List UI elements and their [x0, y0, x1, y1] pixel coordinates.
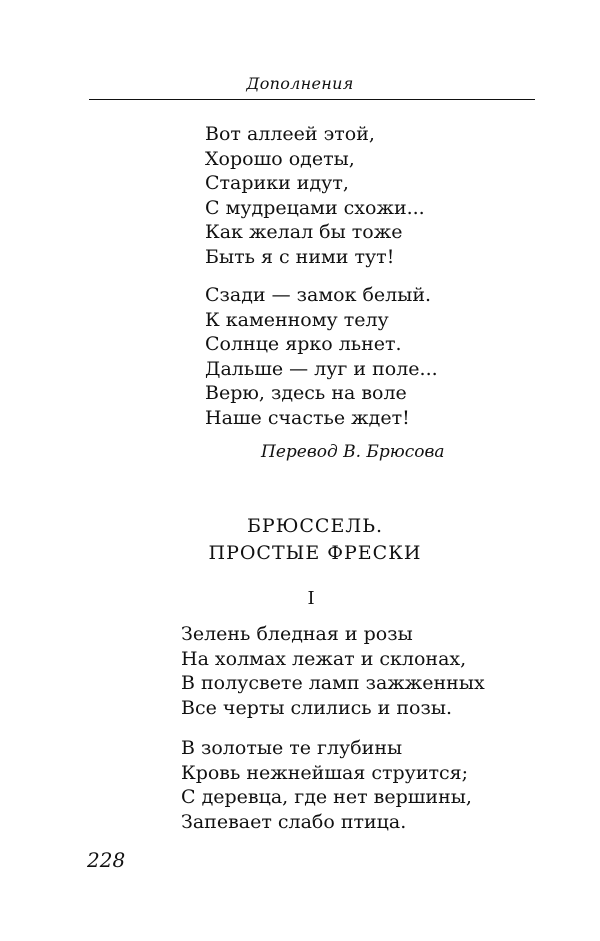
verse-line: Быть я с ними тут! [205, 245, 395, 268]
verse-line: Все черты слились и позы. [181, 696, 452, 719]
section-title [0, 513, 600, 567]
verse-line: Старики идут, [205, 172, 349, 194]
verse-line: В полусвете ламп зажженных [181, 672, 485, 694]
verse-line: Наше счастье ждет! [205, 406, 410, 429]
verse-line: Кровь нежнейшая струится; [181, 761, 469, 784]
page-number: 228 [87, 848, 126, 872]
verse-line: Сзади — замок белый. [205, 284, 432, 306]
stanza [205, 122, 425, 269]
verse-line: Солнце ярко льнет. [205, 333, 402, 355]
verse-line: С мудрецами схожи... [205, 196, 425, 219]
section-title-line: БРЮССЕЛЬ. [246, 515, 384, 537]
verse-line: Дальше — луг и поле... [205, 357, 438, 380]
verse-line: В золотые те глубины [181, 737, 403, 759]
section-title-line: ПРОСТЫЕ ФРЕСКИ [208, 542, 422, 564]
stanza [181, 622, 485, 720]
part-number: I [307, 588, 315, 609]
verse-line: Вот аллеей этой, [205, 123, 375, 145]
verse-line: Хорошо одеты, [205, 147, 355, 170]
verse-line: С деревца, где нет вершины, [181, 786, 472, 808]
stanza [181, 736, 472, 834]
header-rule [89, 99, 535, 100]
stanza [205, 283, 438, 430]
verse-line: К каменному телу [205, 308, 389, 331]
verse-line: На холмах лежат и склонах, [181, 647, 467, 670]
verse-line: Зелень бледная и розы [181, 623, 413, 645]
verse-line: Запевает слабо птица. [181, 810, 407, 833]
verse-line: Как желал бы тоже [205, 221, 403, 243]
running-head: Дополнения [246, 74, 354, 93]
translator-credit: Перевод В. Брюсова [261, 442, 445, 462]
verse-line: Верю, здесь на воле [205, 382, 407, 404]
